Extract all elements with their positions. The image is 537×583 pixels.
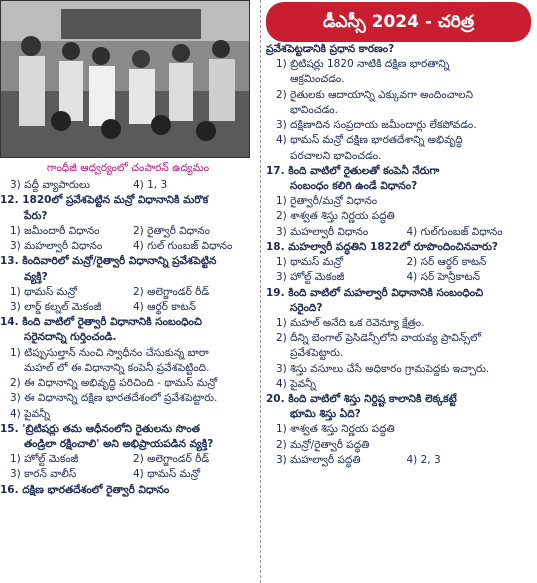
question-13 xyxy=(0,254,256,315)
option: 1) హోల్ట్ మెకంజీ xyxy=(10,453,79,466)
question-16-continued xyxy=(266,42,537,164)
option: 3) మహల్వారీ విధానం xyxy=(10,240,103,253)
option: 3) లార్డ్ కల్నల్ మెకంజీ xyxy=(10,300,102,313)
question-14 xyxy=(0,315,256,422)
option: 2) దీన్ని బెంగాల్ ప్రెసిడెన్సీలోని వాయవ్య ప్రావిన్స్‌లో xyxy=(276,332,481,345)
question-16 xyxy=(0,483,256,498)
question-text: 19. కింది వాటిలో మహల్వారీ విధానానికి సంబంధించి xyxy=(266,286,484,299)
option: 4) సర్ హెన్రీకాటన్ xyxy=(406,271,481,284)
section-banner: డీఎస్సీ 2024 - చరిత్ర xyxy=(266,2,531,42)
option: 1) మహల్ అనేది ఒక రెవెన్యూ క్షేత్రం. xyxy=(276,316,425,329)
option: 2) ఈ విధానాన్ని అభివృద్ధి పరిచింది - థామస్ మన్రో xyxy=(10,377,218,390)
photo-caption: గాంధీజీ ఆధ్వర్యంలో చంపారన్ ఉద్యమం xyxy=(46,162,210,174)
option: 1) బ్రిటిషర్లు 1820 నాటికి దక్షిణ భారతాన్ని xyxy=(276,58,450,71)
option: మహల్ లో ఈ విధానాన్ని కంపెనీ ప్రవేశపెట్టింది. xyxy=(24,361,210,374)
option: 2) అలెగ్జాండర్ రీడ్ xyxy=(133,453,210,466)
historical-photo xyxy=(0,0,250,158)
question-20 xyxy=(266,392,537,468)
question-text: 20. కింది వాటిలో శిస్తు నిర్దిష్ట కాలానికి లెక్కకట్టే xyxy=(266,393,457,406)
option: 4) ఆర్థర్ కాటన్ xyxy=(133,300,196,313)
left-column xyxy=(0,0,256,583)
option: 3) హోల్ట్ మెకంజీ xyxy=(276,271,345,284)
option: భావించడం. xyxy=(290,103,338,116)
option: పరచాలని భావించడం. xyxy=(290,149,382,162)
option: 1) శాశ్వత శిస్తు నిర్ణయ పద్ధతి xyxy=(276,423,395,436)
option: 1) థామస్ మన్రో xyxy=(10,285,78,298)
option: 3) శిస్తు వసూలు చేసే అధికారం గ్రామపెద్దకు ఇచ్చారు. xyxy=(276,362,490,375)
option: 4) గుల్‌గుంబజ్ విధానం xyxy=(406,225,503,238)
option: 4) థామస్ మన్రో దక్షిణ భారతదేశాన్ని అభివృద్ధి xyxy=(276,134,463,147)
right-column xyxy=(266,0,537,583)
question-text: సరైనదాన్ని గుర్తించండి. xyxy=(24,331,117,344)
option: 3) కారన్ వాలీస్ xyxy=(10,468,77,481)
option: 2) రైతులకు ఆదాయాన్ని ఎక్కువగా అందించాలని xyxy=(276,88,473,101)
question-text: 18. మహల్వారీ పద్ధతిని 1822లో రూపొందించినవారు? xyxy=(266,240,498,253)
option: 2) మన్రో/రైత్వారీ పద్ధతి xyxy=(276,438,370,451)
question-15 xyxy=(0,422,256,483)
option: ప్రవేశపెట్టారు. xyxy=(290,347,344,360)
option: 1) జమీందారీ విధానం xyxy=(10,224,100,237)
question-text: సరైంది? xyxy=(290,301,323,314)
option: 2) రైత్వారీ విధానం xyxy=(133,224,210,237)
question-text: తండ్రిలా రక్షించాలి' అని అభిప్రాయపడిన వ్యక్తి? xyxy=(24,437,214,450)
option: 4) పైవన్నీ xyxy=(10,407,50,420)
question-17 xyxy=(266,164,537,240)
option: ఆక్రమించడం. xyxy=(290,73,345,86)
option: 2) శాశ్వత శిస్తు నిర్ణయ పద్ధతి xyxy=(276,210,395,223)
option: 4) పైవన్నీ xyxy=(276,377,316,390)
option: 4) 2, 3 xyxy=(406,453,441,466)
option: 1) టిప్పుసుల్తాన్ నుంచి స్వాధీనం చేసుకున్న బారా xyxy=(10,346,209,359)
question-19 xyxy=(266,286,537,393)
question-text: 15. 'బ్రిటిషర్లు తమ ఆధీనంలోని రైతులను సొంత xyxy=(0,422,200,435)
option: 3) మహల్వారీ విధానం xyxy=(276,225,369,238)
option: 3) పద్దీ వ్యాపారులు xyxy=(10,179,90,192)
prev-question-options xyxy=(0,178,256,193)
question-text: పేరు? xyxy=(24,209,48,222)
option: 3) మహల్వారీ పద్ధతి xyxy=(276,453,361,466)
question-text: వ్యక్తి? xyxy=(24,270,48,283)
question-text: భూమి శిస్తు ఏది? xyxy=(290,408,361,421)
option: 4) 1, 3 xyxy=(133,179,168,192)
column-divider xyxy=(260,0,261,583)
option: 4) థామస్ మన్రో xyxy=(133,468,201,481)
option: 3) దక్షిణాదిన సంప్రదాయ జమీందార్లు లేకపోవడం. xyxy=(276,119,477,132)
question-text: 14. కింది వాటిలో రైత్వారీ విధానానికి సంబంధించి xyxy=(0,316,202,329)
option: 1) థామస్ మన్రో xyxy=(276,256,344,269)
question-12 xyxy=(0,193,256,254)
question-18 xyxy=(266,240,537,286)
option: 1) రైత్వారీ/మన్రో విధానం xyxy=(276,195,378,208)
option: 2) సర్ ఆర్థర్ కాటన్ xyxy=(406,256,487,269)
question-text: 13. కిందివారిలో మన్రో/రైత్వారీ విధానాన్ని ప్రవేశపెట్టిన xyxy=(0,255,217,268)
question-text: 17. కింది వాటిలో రైతులతో కంపెనీ నేరుగా xyxy=(266,164,440,177)
question-text: ప్రవేశపెట్టడానికి ప్రధాన కారణం? xyxy=(266,43,395,55)
question-text: 12. 1820లో ప్రవేశపెట్టిన మన్రో విధానానికి మరొక xyxy=(0,194,209,207)
question-text: 16. దక్షిణ భారతదేశంలో రైత్వారీ విధానం xyxy=(0,483,170,496)
question-text: సంబంధం కలిగి ఉండే విధానం? xyxy=(290,179,418,192)
option: 2) అలెగ్జాండర్ రీడ్ xyxy=(133,285,210,298)
option: 3) ఈ విధానాన్ని దక్షిణ భారతదేశంలో ప్రవేశపెట్టారు. xyxy=(10,392,218,405)
option: 4) గుల్ గుంబజ్ విధానం xyxy=(133,240,233,253)
